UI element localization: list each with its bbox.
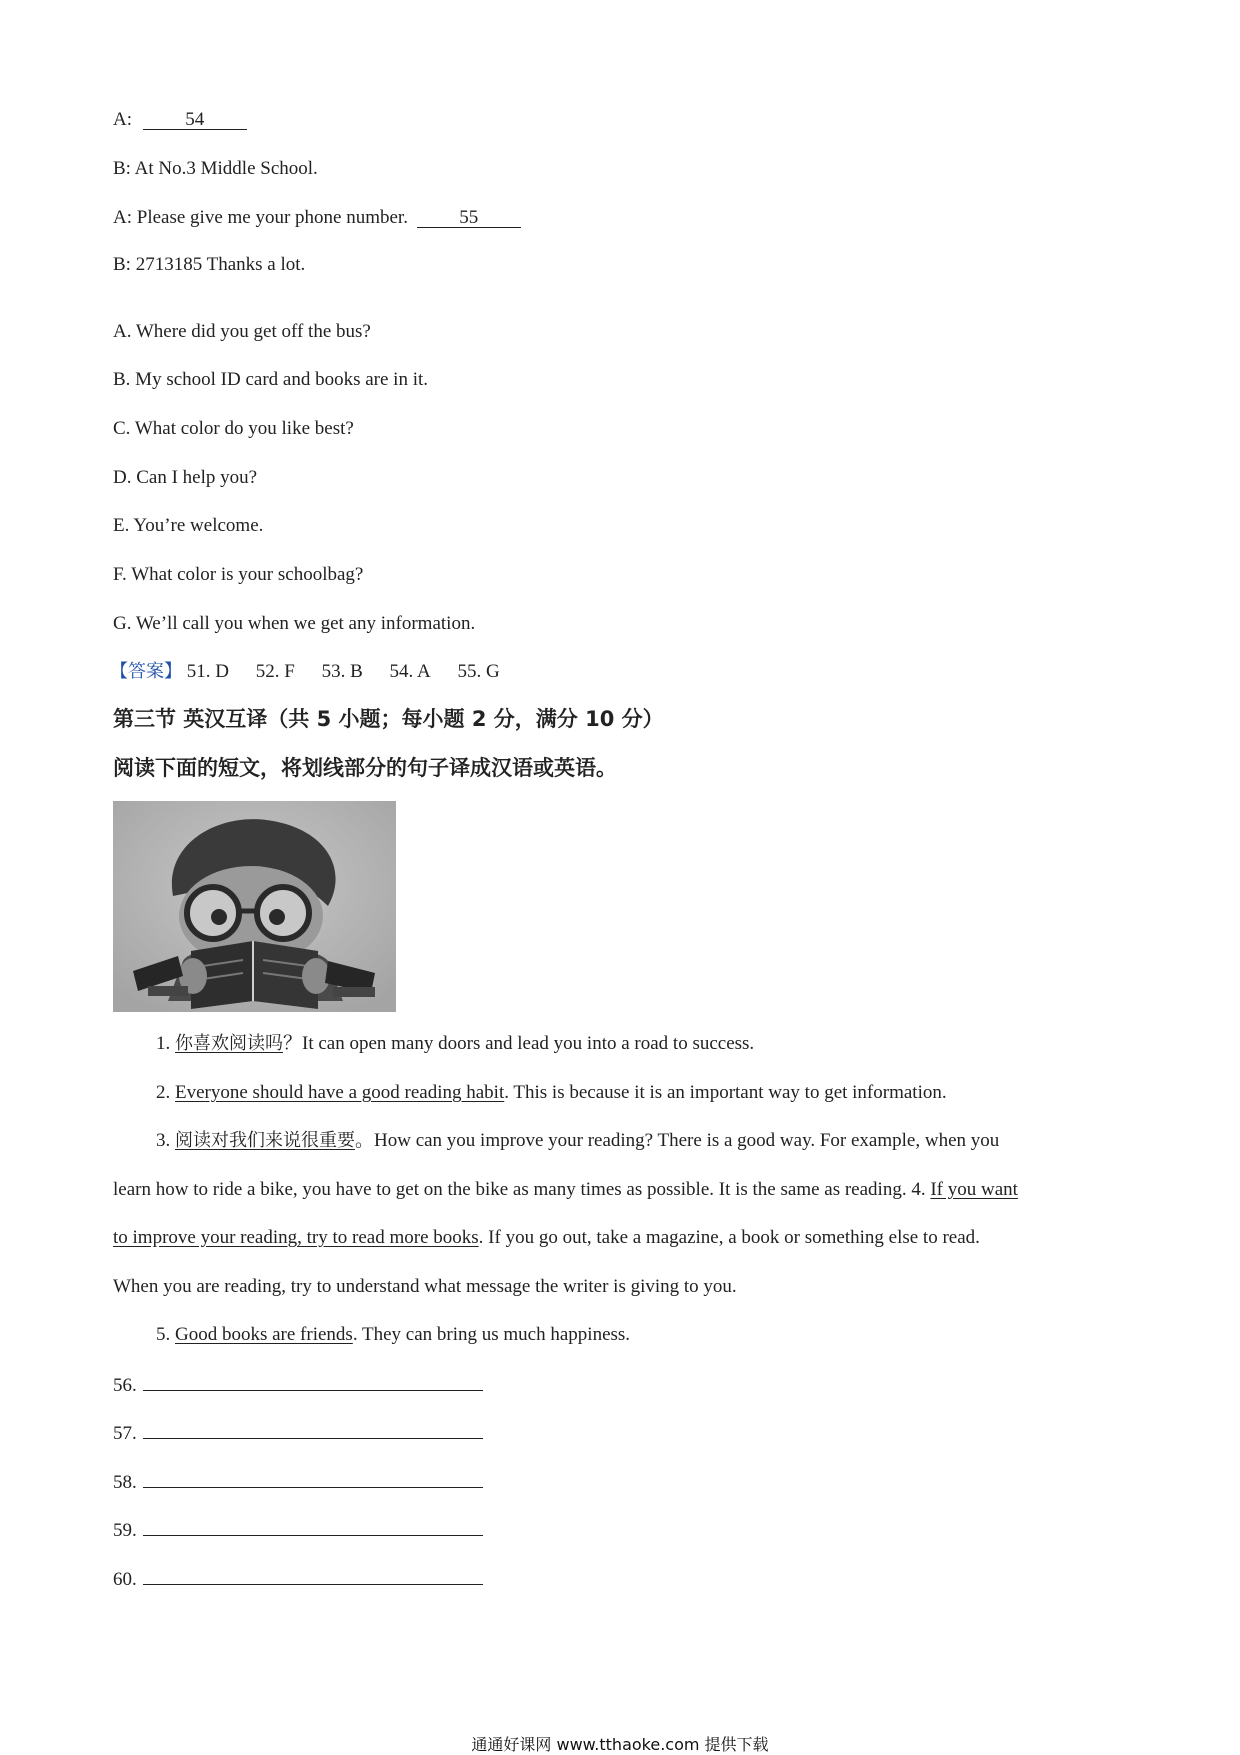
answer-tag: 【答案】	[110, 661, 182, 682]
dialogue-line-54	[113, 110, 247, 130]
answer-blank-56	[113, 1374, 483, 1395]
section-title: 第三节 英汉互译（共 5 小题；每小题 2 分，满分 10 分）	[113, 707, 664, 731]
blank-number: 57.	[113, 1423, 137, 1444]
answer-55: 55. G	[457, 661, 500, 682]
sentence-rest: 。How can you improve your reading? There is a good way. For example, when you	[355, 1130, 1000, 1151]
answer-53: 53. B	[321, 661, 363, 682]
passage-sentence-3	[156, 1131, 999, 1150]
section-instruction: 阅读下面的短文，将划线部分的句子译成汉语或英语。	[113, 756, 617, 780]
sentence-rest: . If you go out, take a magazine, a book or something else to read.	[478, 1227, 980, 1248]
sentence-number: 1.	[156, 1033, 171, 1054]
answer-line	[110, 662, 522, 681]
option-c: C. What color do you like best?	[113, 418, 354, 439]
sentence-number: 5.	[156, 1324, 171, 1345]
sentence-rest: . They can bring us much happiness.	[352, 1324, 631, 1345]
passage-line-4	[113, 1180, 1018, 1199]
blank-line	[143, 1422, 483, 1439]
blank-line	[143, 1568, 483, 1585]
underlined-sentence-5: Good books are friends	[175, 1324, 353, 1345]
underlined-sentence-1: 你喜欢阅读吗	[175, 1033, 283, 1054]
sentence-number: 2.	[156, 1082, 171, 1103]
sentence-number: 3.	[156, 1130, 171, 1151]
passage-sentence-5	[156, 1325, 630, 1344]
dialogue-line-b2: B: 2713185 Thanks a lot.	[113, 254, 306, 275]
blank-number: 60.	[113, 1569, 137, 1590]
option-g: G. We’ll call you when we get any information.	[113, 613, 476, 634]
passage-line-6: When you are reading, try to understand what message the writer is giving to you.	[113, 1276, 737, 1297]
answer-blank-58	[113, 1471, 483, 1492]
blank-55: 55	[417, 208, 521, 228]
sentence-rest: ？It can open many doors and lead you into a road to success.	[283, 1033, 755, 1054]
answer-51: 51. D	[186, 661, 229, 682]
option-a: A. Where did you get off the bus?	[113, 321, 371, 342]
underlined-sentence-3: 阅读对我们来说很重要	[175, 1130, 355, 1151]
blank-line	[143, 1374, 483, 1391]
underlined-sentence-4a: If you want	[930, 1179, 1018, 1200]
underlined-sentence-2: Everyone should have a good reading habit	[175, 1082, 505, 1103]
dialogue-text: A: Please give me your phone number.	[113, 207, 408, 228]
blank-number: 59.	[113, 1520, 137, 1541]
underlined-sentence-4b: to improve your reading, try to read more books	[113, 1227, 479, 1248]
option-d: D. Can I help you?	[113, 467, 258, 488]
blank-number: 58.	[113, 1472, 137, 1493]
passage-text: learn how to ride a bike, you have to get on the bike as many times as possible. It is the same as reading. 4.	[113, 1179, 926, 1200]
answer-54: 54. A	[389, 661, 431, 682]
speaker-a: A:	[113, 109, 132, 130]
answer-blank-59	[113, 1519, 483, 1540]
answer-blank-57	[113, 1422, 483, 1443]
answer-blank-60	[113, 1568, 483, 1589]
blank-number: 56.	[113, 1375, 137, 1396]
option-f: F. What color is your schoolbag?	[113, 564, 364, 585]
passage-line-5	[113, 1228, 980, 1247]
boy-reading-picture	[113, 801, 396, 1012]
blank-line	[143, 1471, 483, 1488]
page-footer: 通通好课网 www.tthaoke.com 提供下载	[471, 1735, 769, 1754]
dialogue-line-55	[113, 208, 521, 228]
blank-line	[143, 1519, 483, 1536]
option-e: E. You’re welcome.	[113, 515, 264, 536]
dialogue-line-b1: B: At No.3 Middle School.	[113, 158, 318, 179]
passage-sentence-2	[156, 1083, 947, 1102]
option-b: B. My school ID card and books are in it.	[113, 369, 429, 390]
answer-52: 52. F	[255, 661, 295, 682]
passage-sentence-1	[156, 1034, 754, 1053]
sentence-rest: . This is because it is an important way to get information.	[504, 1082, 947, 1103]
blank-54: 54	[143, 110, 247, 130]
